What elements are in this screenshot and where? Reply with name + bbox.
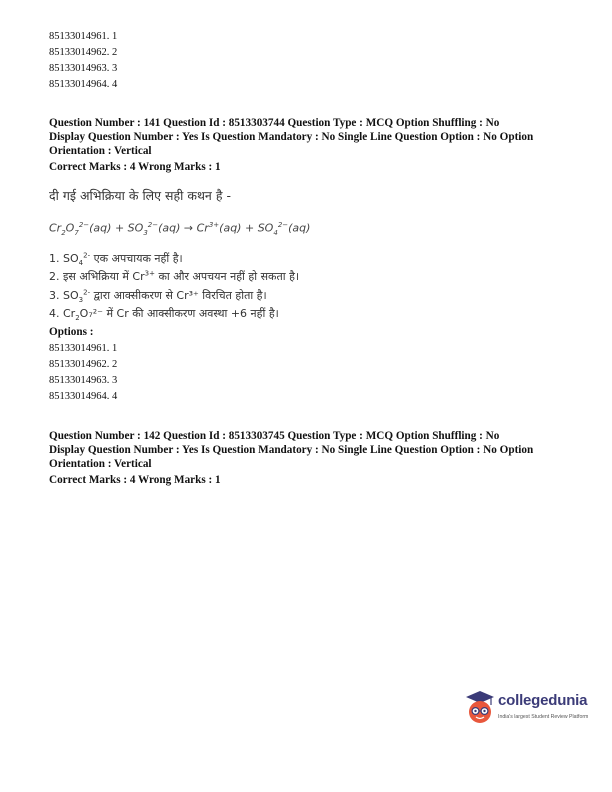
q141-option-4: 85133014964. 4 [49,391,118,402]
q141-equation: $Cr_2O_7^{2-}(aq) + SO_3^{2-}(aq) \to Cr^{3+}(aq) + SO_4^{2-}(aq)$ [49,221,311,237]
collegedunia-logo [462,688,598,736]
q141-options-label: Options : [49,326,94,338]
q141-marks: Correct Marks : 4 Wrong Marks : 1 [49,161,221,173]
mascot-icon [462,688,496,728]
prev-option-4: 85133014964. 4 [49,79,118,90]
prev-option-3: 85133014963. 3 [49,63,118,74]
q142-header-line2: Display Question Number : Yes Is Question Mandatory : No Single Line Question Option : No Option [49,444,534,456]
q142-marks: Correct Marks : 4 Wrong Marks : 1 [49,474,221,486]
q142-header-line3: Orientation : Vertical [49,458,152,470]
logo-tagline: India's largest Student Review Platform [498,714,589,720]
prev-option-2: 85133014962. 2 [49,47,118,58]
q141-header-line1: Question Number : 141 Question Id : 8513303744 Question Type : MCQ Option Shuffling : No [49,117,500,129]
q142-header-line1: Question Number : 142 Question Id : 8513303745 Question Type : MCQ Option Shuffling : No [49,430,500,442]
q141-option-2: 85133014962. 2 [49,359,118,370]
q141-option-1: 85133014961. 1 [49,343,118,354]
q141-statement-1: 1. $SO_4^{2-}$ एक अपचायक नहीं है। [49,251,183,268]
q141-statement-4: 4. $Cr_2O_7^{2-}$ में Cr की आक्सीकरण अवस्था +6 नहीं है। [49,307,279,323]
q141-header-line2: Display Question Number : Yes Is Question Mandatory : No Single Line Question Option : No Option [49,131,534,143]
q141-option-3: 85133014963. 3 [49,375,118,386]
q141-header-line3: Orientation : Vertical [49,145,152,157]
q141-statement-3: 3. $SO_3^{2-}$ द्वारा आक्सीकरण से Cr³⁺ विरचित होता है। [49,288,267,305]
prev-option-1: 85133014961. 1 [49,31,118,42]
q141-statement-2: 2. इस अभिक्रिया में $Cr^{3+}$ का और अपचयन नहीं हो सकता है। [49,269,300,283]
logo-name: collegedunia [498,692,588,709]
q141-stem: दी गई अभिक्रिया के लिए सही कथन है - [49,188,231,203]
